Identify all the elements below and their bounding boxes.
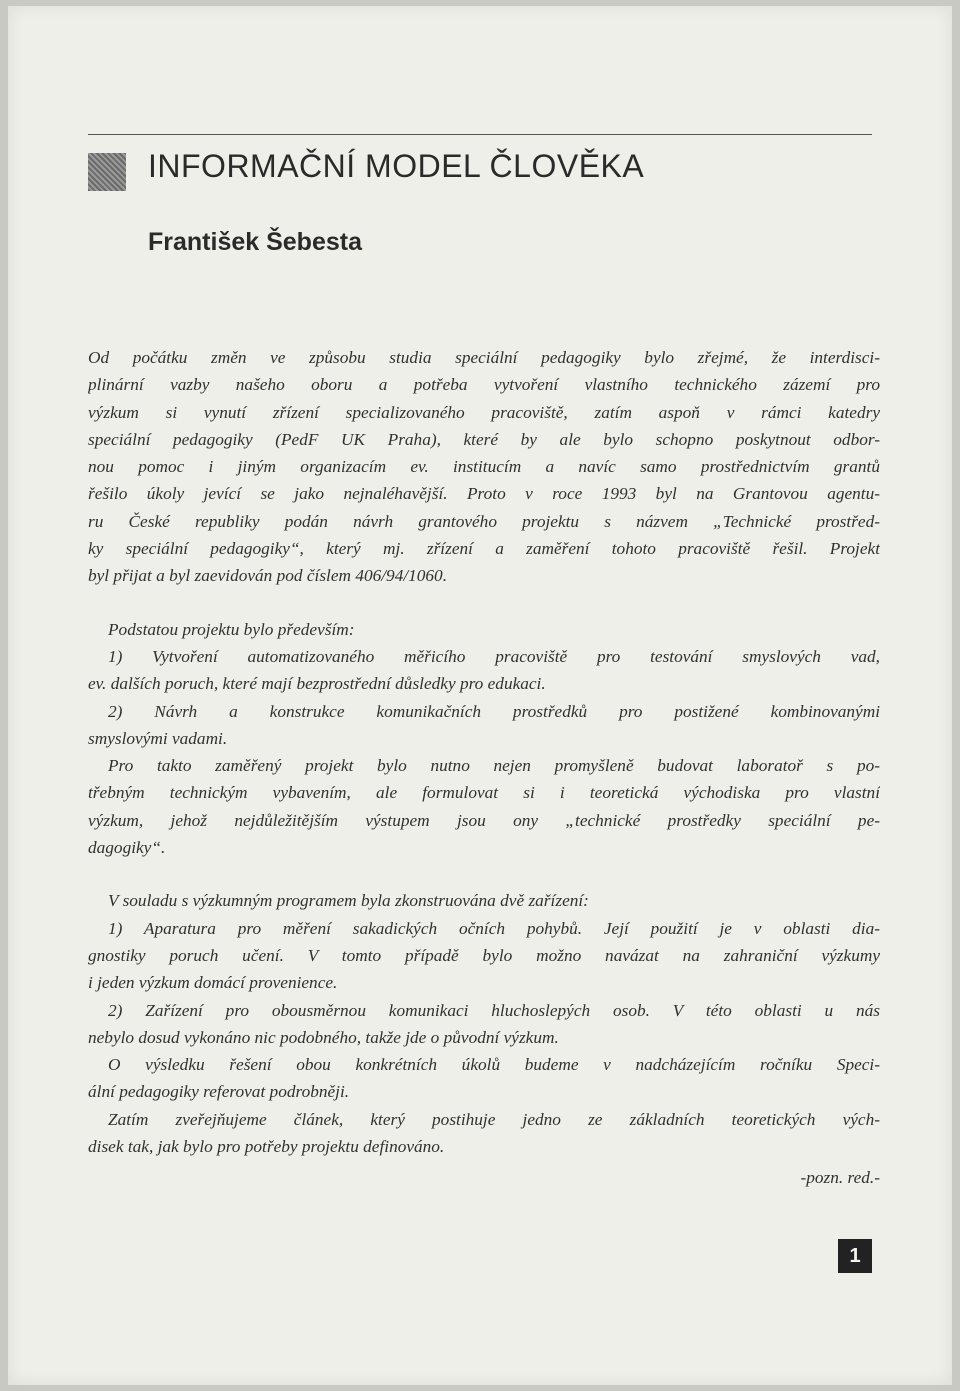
article-author: František Šebesta [148,228,362,256]
text-line: 1) Aparatura pro měření sakadických očních pohybů. Její použití je v oblasti dia- [108,918,880,938]
editor-note-signature: -pozn. red.- [800,1168,880,1188]
text-line: i jeden výzkum domácí provenience. [88,973,338,993]
article-title: INFORMAČNÍ MODEL ČLOVĚKA [148,148,645,184]
text-line: disek tak, jak bylo pro potřeby projektu definováno. [88,1137,445,1157]
text-line: 2) Návrh a konstrukce komunikačních prostředků pro postižené kombinovanými [108,701,880,721]
devices-paragraph [88,887,880,1160]
text-line: plinární vazby našeho oboru a potřeba vytvoření vlastního technického zázemí pro [88,375,880,395]
text-line: gnostiky poruch učení. V tomto případě bylo možno navázat na zahraniční výzkumy [88,945,880,965]
text-line: řešilo úkoly jevící se jako nejnaléhavější. Proto v roce 1993 byl na Grantovou agentu- [88,484,880,504]
text-line: speciální pedagogiky (PedF UK Praha), které by ale bylo schopno poskytnout odbor- [88,429,880,449]
text-line: třebným technickým vybavením, ale formulovat si i teoretická východiska pro vlastní [88,783,880,803]
text-line: Zatím zveřejňujeme článek, který postihuje jedno ze základních teoretických vých- [108,1109,880,1129]
text-line: O výsledku řešení obou konkrétních úkolů budeme v nadcházejícím ročníku Speci- [108,1055,880,1075]
text-line: dagogiky“. [88,838,166,858]
text-line: ev. dalších poruch, které mají bezprostřední důsledky pro edukaci. [88,674,546,694]
text-line: Pro takto zaměřený projekt bylo nutno nejen promyšleně budovat laboratoř s po- [108,756,880,776]
text-line: nou pomoc i jiným organizacím ev. institucím a navíc samo prostřednictvím grantů [88,457,880,477]
intro-paragraph [88,344,880,590]
text-line: Od počátku změn ve způsobu studia speciální pedagogiky bylo zřejmé, že interdisci- [88,348,880,367]
text-line: ální pedagogiky referovat podrobněji. [88,1082,350,1102]
text-line: výzkum, jehož nejdůležitějším výstupem jsou ony „technické prostředky speciální pe- [88,810,880,830]
text-line: 2) Zařízení pro obousměrnou komunikaci hluchoslepých osob. V této oblasti u nás [108,1000,880,1020]
title-marker-square [88,153,126,191]
text-line: Podstatou projektu bylo především: [108,619,355,639]
page-number-badge: 1 [838,1239,872,1273]
text-line: ky speciální pedagogiky“, který mj. zřízení a zaměření tohoto pracoviště řešil. Projekt [88,539,880,559]
text-line: ru České republiky podán návrh grantového projektu s názvem „Technické prostřed- [88,511,880,531]
text-line: smyslovými vadami. [88,728,228,748]
text-line: 1) Vytvoření automatizovaného měřicího pracoviště pro testování smyslových vad, [108,646,880,666]
project-paragraph [88,616,880,862]
text-line: nebylo dosud vykonáno nic podobného, takže jde o původní výzkum. [88,1027,559,1047]
article-body [88,344,880,1192]
text-line: výzkum si vynutí zřízení specializovaného pracoviště, zatím aspoň v rámci katedry [88,402,880,422]
text-line: byl přijat a byl zaevidován pod číslem 406/94/1060. [88,566,448,586]
text-line: V souladu s výzkumným programem byla zkonstruována dvě zařízení: [108,891,589,911]
document-page [8,6,952,1385]
header-rule [88,134,872,135]
